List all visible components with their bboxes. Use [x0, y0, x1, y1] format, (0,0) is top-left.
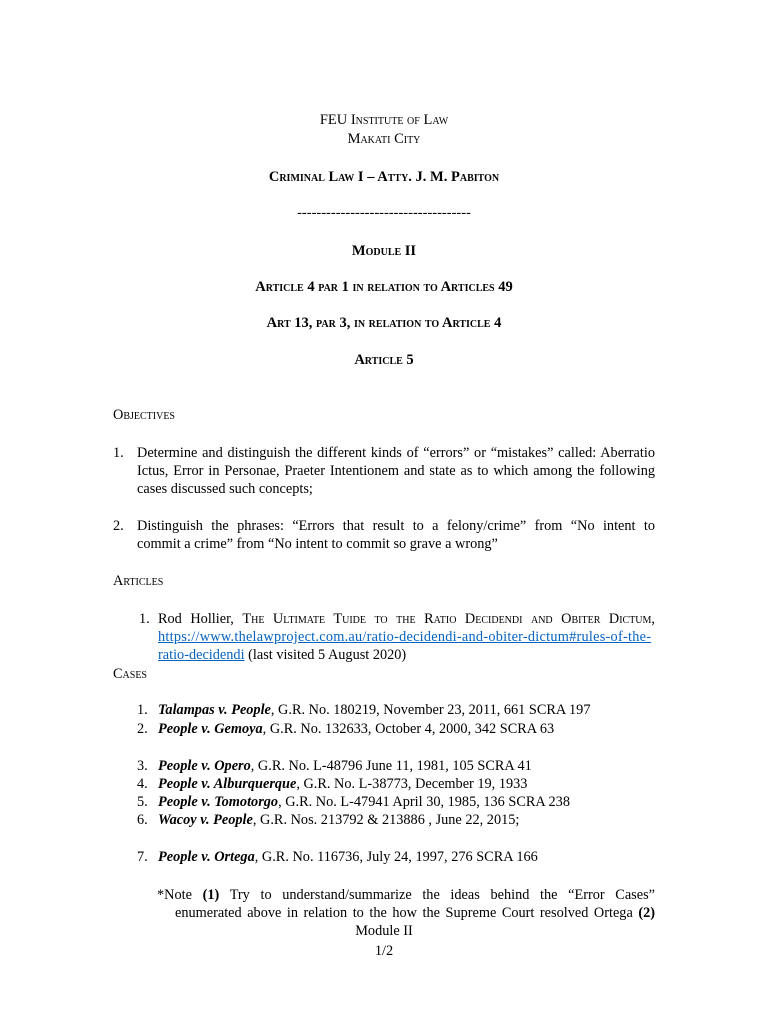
note-prefix: *Note [157, 887, 192, 903]
article-url-link[interactable]: ratio-decidendi [158, 647, 245, 663]
course-title: Criminal Law I – Atty. J. M. Pabiton [268, 169, 500, 185]
topic-heading: Art 13, par 3, in relation to Article 4 [266, 315, 502, 331]
case-citation: , G.R. Nos. 213792 & 213886 , June 22, 2015; [252, 812, 520, 828]
case-item [0, 793, 768, 811]
article-url-link[interactable]: https://www.thelawproject.com.au/ratio-decidendi-and-obiter-dictum#rules-of-the- [158, 629, 652, 645]
case-name: People v. Alburquerque [158, 776, 297, 792]
list-number: 5. [137, 794, 148, 810]
institution-name: FEU Institute of Law [319, 112, 449, 128]
text-line: Distinguish the phrases: “Errors that result to a felony/crime” from “No intent to [137, 518, 655, 534]
list-number: 6. [137, 812, 148, 828]
objective-text [137, 444, 655, 498]
article-title: The Ultimate Tuide to the Ratio Decidendi and Obiter Dictum [242, 611, 652, 627]
list-number: 1. [139, 611, 150, 627]
objective-item [0, 517, 768, 552]
case-text [158, 775, 527, 793]
case-text [158, 811, 519, 829]
case-name: Talampas v. People [158, 702, 271, 718]
note-marker: (1) [202, 887, 220, 903]
text-line: Ictus, Error in Personae, Praeter Intentionem and state as to which among the following [137, 463, 655, 479]
article-title-punctuation: , [651, 611, 655, 627]
article-url-line [158, 646, 655, 664]
case-item [0, 811, 768, 829]
case-citation: , G.R. No. 180219, November 23, 2011, 661 SCRA 197 [270, 702, 591, 718]
article-url-line [158, 628, 655, 646]
page-number: 1/2 [374, 943, 394, 959]
list-number: 1. [113, 445, 124, 461]
text-line: cases discussed such concepts; [137, 481, 313, 497]
case-name: Wacoy v. People [158, 812, 253, 828]
topic-heading: Article 4 par 1 in relation to Articles 49 [255, 279, 513, 295]
list-number: 4. [137, 776, 148, 792]
module-title: Module II [351, 243, 417, 259]
case-item [0, 775, 768, 793]
case-text [158, 793, 570, 811]
list-number: 2. [113, 518, 124, 534]
case-citation: , G.R. No. L-48796 June 11, 1981, 105 SCRA 41 [250, 758, 532, 774]
article-author: Rod Hollier, [158, 611, 234, 627]
objective-text [137, 517, 655, 553]
note-text: enumerated above in relation to the how the Supreme Court resolved Ortega [175, 905, 633, 921]
case-citation: , G.R. No. 132633, October 4, 2000, 342 SCRA 63 [262, 721, 555, 737]
case-text [158, 848, 538, 866]
case-item [0, 720, 768, 738]
case-name: People v. Opero [158, 758, 251, 774]
case-item [0, 848, 768, 866]
article-title-line [158, 610, 655, 628]
objective-item [0, 444, 768, 497]
article-citation [158, 610, 655, 664]
note-text: Try to understand/summarize the ideas behind the “Error Cases” [229, 887, 655, 903]
note-line [157, 886, 655, 904]
note-line [175, 904, 655, 922]
header-separator: ------------------------------------ [297, 205, 471, 221]
list-number: 7. [137, 849, 148, 865]
article-visited-date: (last visited 5 August 2020) [248, 647, 407, 663]
text-line: Determine and distinguish the different kinds of “errors” or “mistakes” called: Aberratio [137, 445, 655, 461]
footer-module-label: Module II [355, 923, 413, 939]
note-paragraph [0, 886, 768, 922]
case-name: People v. Ortega [158, 849, 255, 865]
articles-heading: Articles [113, 573, 164, 589]
case-name: People v. Tomotorgo [158, 794, 279, 810]
case-text [158, 720, 554, 738]
case-text [158, 701, 590, 719]
text-line: commit a crime” from “No intent to commit so grave a wrong” [137, 536, 498, 552]
institution-city: Makati City [347, 131, 421, 147]
case-item [0, 701, 768, 719]
case-citation: , G.R. No. L-47941 April 30, 1985, 136 SCRA 238 [278, 794, 570, 810]
list-number: 2. [137, 721, 148, 737]
case-text [158, 757, 532, 775]
case-citation: , G.R. No. 116736, July 24, 1997, 276 SCRA 166 [254, 849, 538, 865]
note-marker: (2) [638, 905, 655, 921]
list-number: 1. [137, 702, 148, 718]
case-item [0, 757, 768, 775]
list-number: 3. [137, 758, 148, 774]
case-name: People v. Gemoya [158, 721, 263, 737]
case-citation: , G.R. No. L-38773, December 19, 1933 [296, 776, 528, 792]
topic-heading: Article 5 [354, 352, 414, 368]
article-item [0, 610, 768, 663]
objectives-heading: Objectives [113, 407, 175, 423]
cases-heading: Cases [113, 666, 147, 682]
